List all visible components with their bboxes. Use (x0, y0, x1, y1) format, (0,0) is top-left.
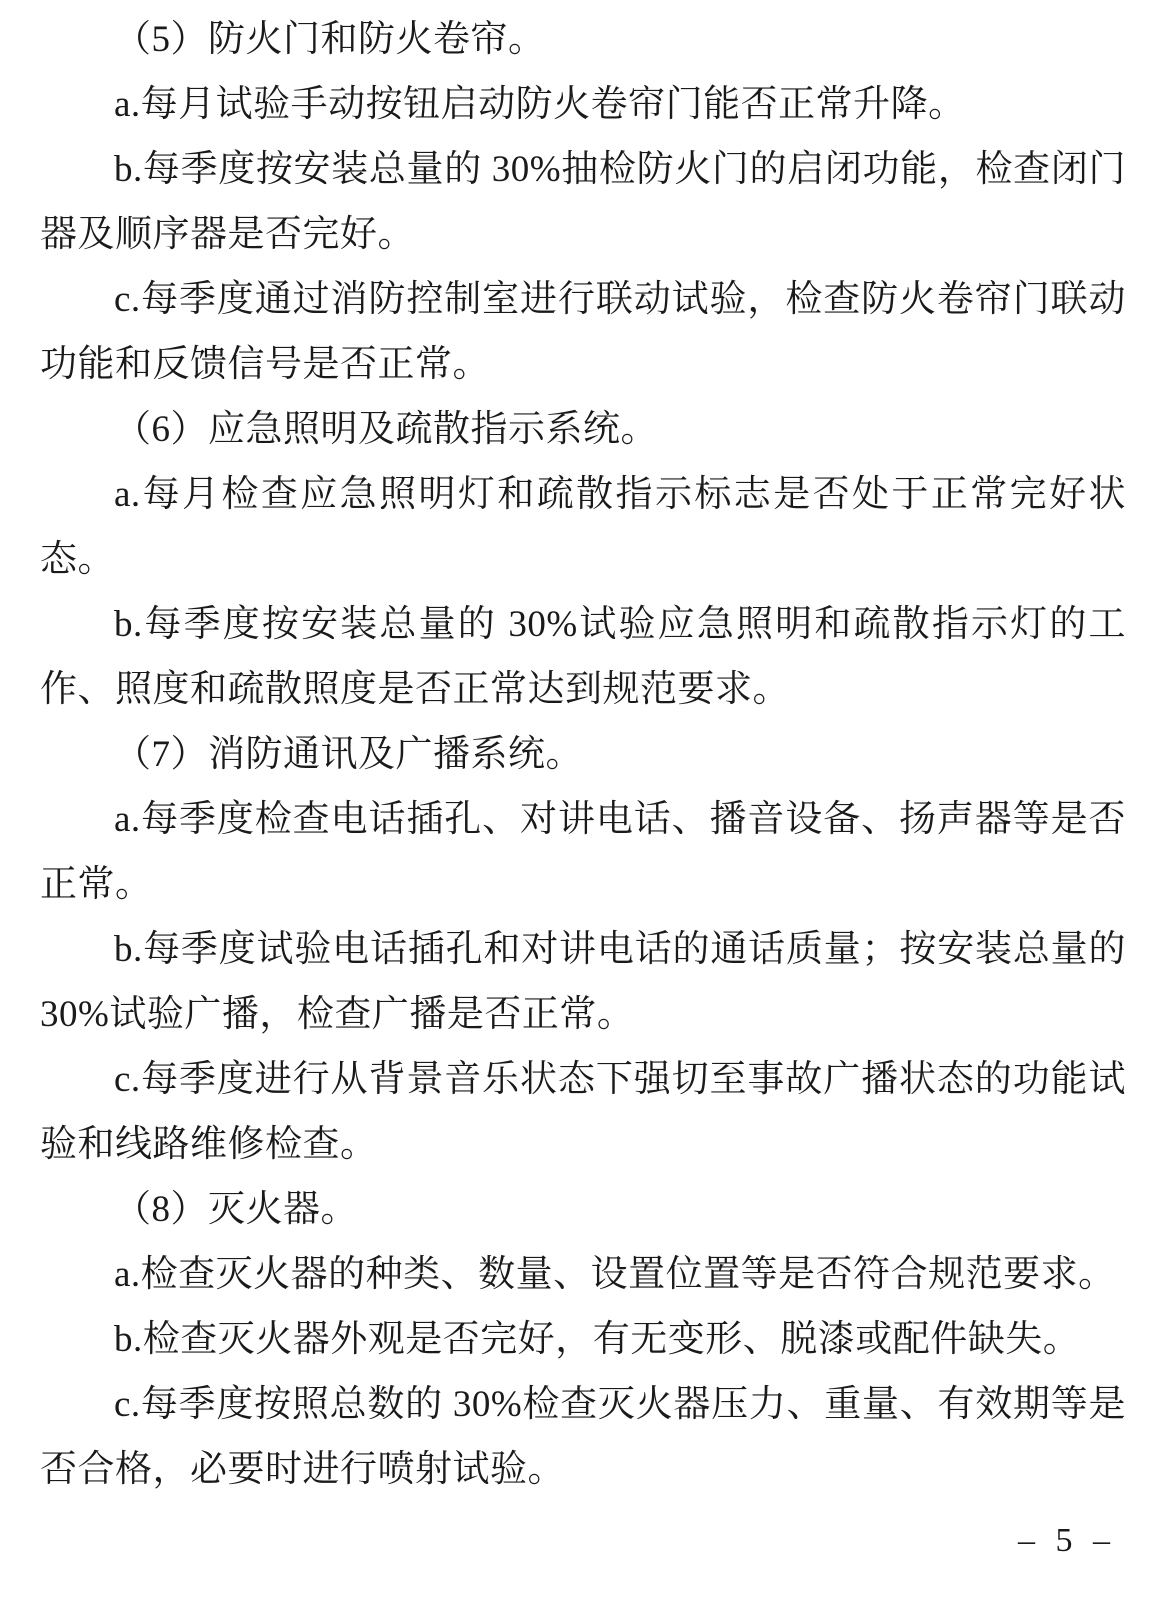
section-6-item-a: a.每月检查应急照明灯和疏散指示标志是否处于正常完好状态。 (40, 474, 1126, 580)
section-6-item-b: b.每季度按安装总量的 30%试验应急照明和疏散指示灯的工作、照度和疏散照度是否正常达到规范要求。 (40, 604, 1126, 710)
section-8-item-c: c.每季度按照总数的 30%检查灭火器压力、重量、有效期等是否合格，必要时进行喷射试验。 (40, 1384, 1126, 1490)
section-7-item-c: c.每季度进行从背景音乐状态下强切至事故广播状态的功能试验和线路维修检查。 (40, 1059, 1126, 1165)
section-5-heading: （5）防火门和防火卷帘。 (114, 19, 546, 60)
document-body (40, 7, 1126, 1502)
page-number: – 5 – (1018, 1522, 1110, 1559)
section-7-heading: （7）消防通讯及广播系统。 (114, 734, 583, 775)
section-6-heading: （6）应急照明及疏散指示系统。 (114, 409, 658, 450)
section-8-item-a: a.检查灭火器的种类、数量、设置位置等是否符合规范要求。 (114, 1254, 1116, 1295)
section-5-item-c: c.每季度通过消防控制室进行联动试验，检查防火卷帘门联动功能和反馈信号是否正常。 (40, 279, 1126, 385)
section-7-item-b: b.每季度试验电话插孔和对讲电话的通话质量；按安装总量的 30%试验广播，检查广播是否正常。 (40, 929, 1126, 1035)
section-5-item-b: b.每季度按安装总量的 30%抽检防火门的启闭功能，检查闭门器及顺序器是否完好。 (40, 149, 1126, 255)
section-7-item-a: a.每季度检查电话插孔、对讲电话、播音设备、扬声器等是否正常。 (40, 799, 1126, 905)
section-8-heading: （8）灭火器。 (114, 1189, 358, 1230)
section-8-item-b: b.检查灭火器外观是否完好，有无变形、脱漆或配件缺失。 (114, 1319, 1081, 1360)
section-5-item-a: a.每月试验手动按钮启动防火卷帘门能否正常升降。 (114, 84, 966, 125)
